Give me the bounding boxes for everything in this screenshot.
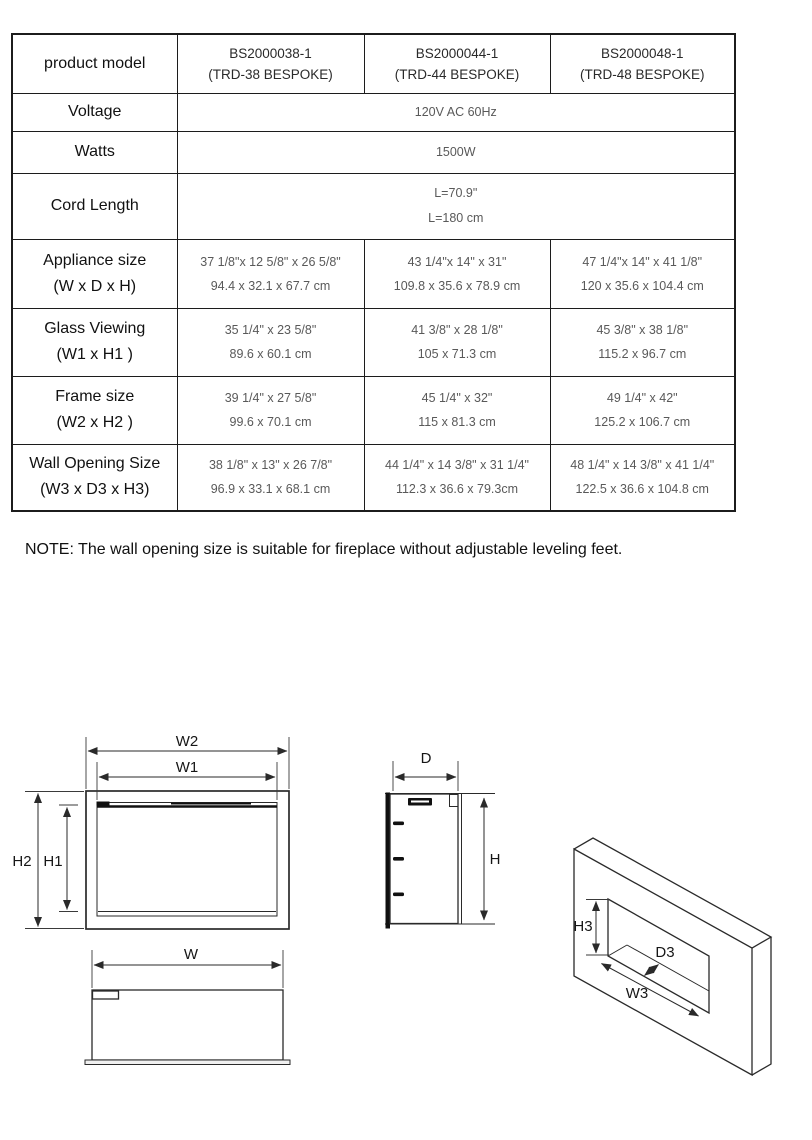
- note-text: NOTE: The wall opening size is suitable for fireplace without adjustable leveling feet.: [25, 541, 623, 558]
- glass-cell-1: 35 1/4" x 23 5/8" 89.6 x 60.1 cm: [177, 308, 364, 376]
- h-dimension-label: H: [489, 851, 501, 868]
- wall-opening-label: Wall Opening Size (W3 x D3 x H3): [12, 444, 177, 511]
- d3-dimension-label: D3: [655, 944, 675, 961]
- frame-size-label: Frame size (W2 x H2 ): [12, 376, 177, 444]
- wall-cell-2: 44 1/4" x 14 3/8" x 31 1/4" 112.3 x 36.6 x 79.3cm: [364, 444, 550, 511]
- appliance-size-label: Appliance size (W x D x H): [12, 239, 177, 308]
- appliance-cell-3: 47 1/4"x 14" x 41 1/8" 120 x 35.6 x 104.4 cm: [550, 239, 735, 308]
- w1-dimension-label: W1: [175, 759, 199, 776]
- model-code: BS2000048-1: [600, 45, 684, 61]
- model-code: BS2000038-1: [229, 45, 312, 61]
- watts-label: Watts: [12, 131, 177, 173]
- model-name: (TRD-48 BESPOKE): [579, 66, 705, 82]
- glass-cell-2: 41 3/8" x 28 1/8" 105 x 71.3 cm: [364, 308, 550, 376]
- glass-viewing-label: Glass Viewing (W1 x H1 ): [12, 308, 177, 376]
- frame-cell-1: 39 1/4" x 27 5/8" 99.6 x 70.1 cm: [177, 376, 364, 444]
- model-name: (TRD-38 BESPOKE): [208, 66, 333, 82]
- cord-inches: L=70.9": [434, 186, 478, 200]
- cord-length-label: Cord Length: [12, 173, 177, 239]
- voltage-label: Voltage: [12, 93, 177, 131]
- bottom-view-diagram: [85, 946, 290, 1065]
- w2-dimension-label: W2: [175, 733, 199, 750]
- wall-cell-1: 38 1/8" x 13" x 26 7/8" 96.9 x 33.1 x 68.1 cm: [177, 444, 364, 511]
- appliance-cell-1: 37 1/8"x 12 5/8" x 26 5/8" 94.4 x 32.1 x 67.7 cm: [177, 239, 364, 308]
- h3-dimension-label: H3: [573, 918, 593, 935]
- d-dimension-label: D: [420, 750, 432, 767]
- side-view-diagram: [385, 750, 500, 929]
- wall-cell-3: 48 1/4" x 14 3/8" x 41 1/4" 122.5 x 36.6 x 104.8 cm: [550, 444, 735, 511]
- voltage-value: 120V AC 60Hz: [177, 93, 735, 131]
- glass-cell-3: 45 3/8" x 38 1/8" 115.2 x 96.7 cm: [550, 308, 735, 376]
- appliance-cell-2: 43 1/4"x 14" x 31" 109.8 x 35.6 x 78.9 cm: [364, 239, 550, 308]
- model-code: BS2000044-1: [415, 45, 499, 61]
- front-view-diagram: [12, 733, 289, 929]
- wall-opening-iso-diagram: [573, 838, 771, 1075]
- w3-dimension-label: W3: [625, 985, 649, 1002]
- h2-dimension-label: H2: [12, 853, 32, 870]
- frame-cell-3: 49 1/4" x 42" 125.2 x 106.7 cm: [550, 376, 735, 444]
- product-model-header: product model: [12, 34, 177, 93]
- h1-dimension-label: H1: [43, 853, 63, 870]
- w-dimension-label: W: [183, 946, 199, 963]
- model-name: (TRD-44 BESPOKE): [394, 66, 520, 82]
- watts-value: 1500W: [177, 131, 735, 173]
- frame-cell-2: 45 1/4" x 32" 115 x 81.3 cm: [364, 376, 550, 444]
- cord-cm: L=180 cm: [428, 211, 484, 225]
